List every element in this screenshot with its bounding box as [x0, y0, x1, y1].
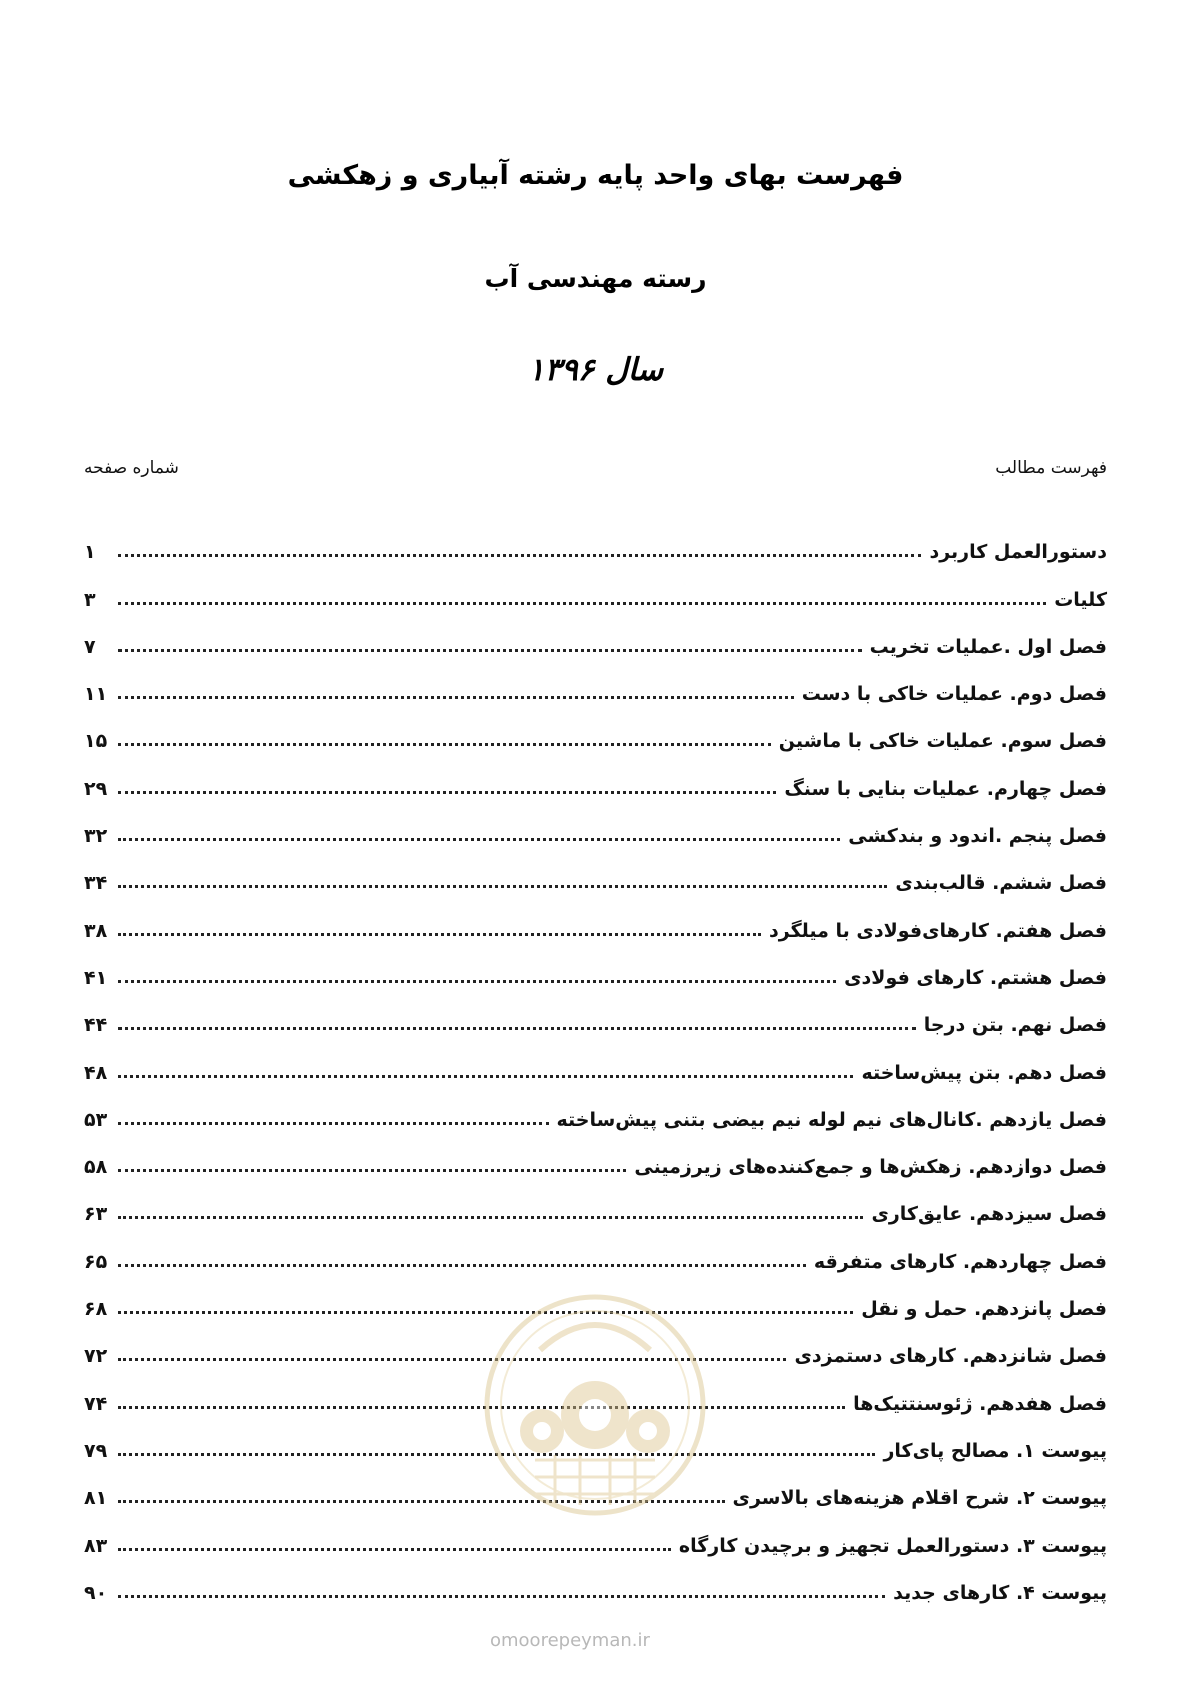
toc-entry-page-number: ۴۴	[84, 1014, 108, 1037]
toc-entry-title: فصل پانزدهم. حمل و نقل	[861, 1298, 1107, 1321]
toc-entry	[84, 705, 1107, 752]
toc-entry	[84, 563, 1107, 610]
toc-entry	[84, 800, 1107, 847]
toc-dot-leader	[118, 980, 836, 983]
toc-entry-title: پیوست ۴. کارهای جدید	[893, 1581, 1107, 1604]
toc-entry-title: فصل دوازدهم. زهکش‌ها و جمع‌کننده‌های زیرزمینی	[634, 1156, 1107, 1179]
toc-entry-page-number: ۷۴	[84, 1392, 108, 1415]
toc-entry	[84, 989, 1107, 1036]
toc-dot-leader	[118, 838, 840, 841]
toc-entry-page-number: ۷	[84, 635, 96, 658]
toc-entry	[84, 847, 1107, 894]
toc-entry-title: فصل ششم. قالب‌بندی	[895, 872, 1107, 895]
toc-entry-title: فصل دوم. عملیات خاکی با دست	[801, 683, 1107, 706]
toc-entry-title: پیوست ۳. دستورالعمل تجهیز و برچیدن کارگاه	[678, 1534, 1107, 1557]
toc-contents-label: فهرست مطالب	[995, 458, 1107, 478]
toc-entry	[84, 942, 1107, 989]
toc-entry-page-number: ۷۲	[84, 1345, 108, 1368]
toc-entry-title: فصل شانزدهم. کارهای دستمزدی	[794, 1345, 1107, 1368]
toc-header	[84, 458, 1107, 488]
document-title: فهرست بهای واحد پایه رشته آبیاری و زهکشی	[287, 160, 904, 191]
toc-entry-title: فصل یازدهم .کانال‌های نیم لوله نیم بیضی بتنی پیش‌ساخته	[556, 1108, 1107, 1131]
toc-entry	[84, 1084, 1107, 1131]
toc-dot-leader	[118, 649, 862, 652]
toc-entry-page-number: ۱۵	[84, 730, 108, 753]
toc-entry-title: پیوست ۲. شرح اقلام هزینه‌های بالاسری	[732, 1487, 1107, 1510]
toc-entry-title: فصل سیزدهم. عایق‌کاری	[871, 1203, 1107, 1226]
toc-page-number-label: شماره صفحه	[84, 458, 179, 478]
toc-dot-leader	[118, 1122, 549, 1125]
watermark-url: omoorepeyman.ir	[490, 1630, 650, 1651]
toc-entry-title: فصل سوم. عملیات خاکی با ماشین	[778, 730, 1107, 753]
toc-entry-page-number: ۵۳	[84, 1108, 108, 1131]
toc-entry-page-number: ۸۱	[84, 1487, 108, 1510]
toc-dot-leader	[118, 885, 887, 888]
toc-entry-page-number: ۵۸	[84, 1156, 108, 1179]
toc-entry-page-number: ۱۱	[84, 683, 108, 706]
toc-entry-title: فصل هفدهم. ژئوسنتتیک‌ها	[853, 1392, 1107, 1415]
toc-entry-page-number: ۷۹	[84, 1439, 108, 1462]
toc-entry	[84, 611, 1107, 658]
toc-dot-leader	[118, 602, 1046, 605]
document-subtitle: رسته مهندسی آب	[484, 264, 707, 293]
toc-entry-page-number: ۳	[84, 588, 96, 611]
toc-entry	[84, 516, 1107, 563]
toc-dot-leader	[118, 1027, 916, 1030]
toc-entry-page-number: ۲۹	[84, 777, 108, 800]
toc-entry-page-number: ۳۲	[84, 825, 108, 848]
toc-entry-title: فصل چهارم. عملیات بنایی با سنگ	[784, 777, 1107, 800]
toc-entry-title: پیوست ۱. مصالح پای‌کار	[883, 1439, 1107, 1462]
toc-entry-page-number: ۶۳	[84, 1203, 108, 1226]
toc-entry-page-number: ۹۰	[84, 1581, 108, 1604]
toc-entry-page-number: ۴۸	[84, 1061, 108, 1084]
toc-dot-leader	[118, 1169, 626, 1172]
toc-entry	[84, 1036, 1107, 1083]
toc-entry	[84, 1557, 1107, 1604]
document-year: سال ۱۳۹۶	[527, 352, 664, 388]
toc-entry-title: فصل نهم. بتن درجا	[923, 1014, 1107, 1037]
gear-seal-logo-icon	[480, 1255, 710, 1555]
toc-dot-leader	[118, 554, 921, 557]
toc-entry-page-number: ۸۳	[84, 1534, 108, 1557]
toc-entry-title: دستورالعمل کاربرد	[929, 541, 1107, 564]
toc-entry-page-number: ۴۱	[84, 966, 108, 989]
toc-entry-title: فصل چهاردهم. کارهای متفرقه	[813, 1250, 1107, 1273]
toc-entry-page-number: ۱	[84, 541, 96, 564]
toc-entry	[84, 894, 1107, 941]
toc-entry	[84, 1178, 1107, 1225]
toc-dot-leader	[118, 696, 794, 699]
toc-entry	[84, 658, 1107, 705]
toc-entry-page-number: ۳۸	[84, 919, 108, 942]
toc-entry-title: فصل پنجم .اندود و بندکشی	[848, 825, 1107, 848]
toc-dot-leader	[118, 743, 771, 746]
toc-entry-title: فصل دهم. بتن پیش‌ساخته	[861, 1061, 1107, 1084]
toc-dot-leader	[118, 1075, 853, 1078]
toc-entry-page-number: ۶۵	[84, 1250, 108, 1273]
toc-entry-title: فصل هفتم. کارهای‌فولادی با میلگرد	[769, 919, 1107, 942]
toc-entry-page-number: ۶۸	[84, 1298, 108, 1321]
toc-entry-title: کلیات	[1054, 588, 1107, 611]
toc-dot-leader	[118, 791, 776, 794]
toc-entry	[84, 752, 1107, 799]
toc-dot-leader	[118, 933, 761, 936]
toc-entry-page-number: ۳۴	[84, 872, 108, 895]
toc-entry-title: فصل اول .عملیات تخریب	[869, 635, 1107, 658]
toc-dot-leader	[118, 1595, 885, 1598]
toc-entry-title: فصل هشتم. کارهای فولادی	[844, 966, 1107, 989]
toc-entry	[84, 1131, 1107, 1178]
toc-dot-leader	[118, 1216, 863, 1219]
